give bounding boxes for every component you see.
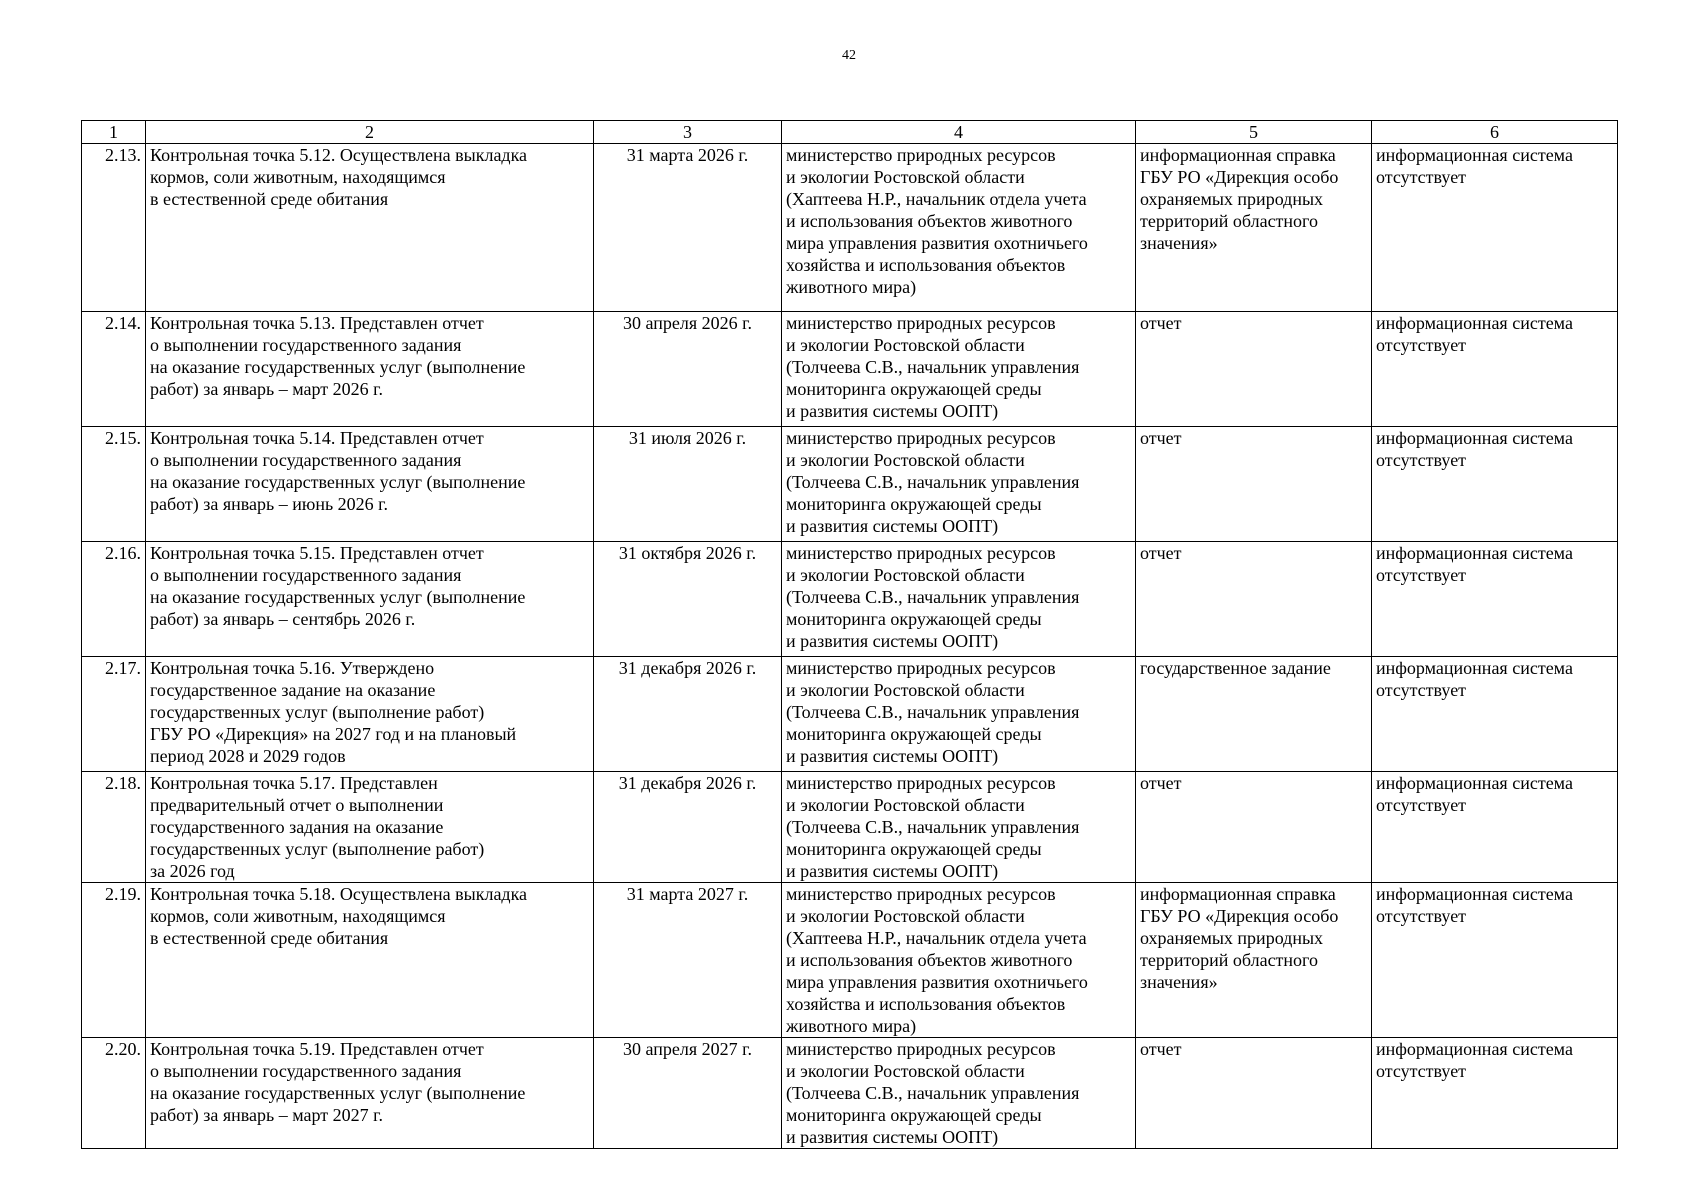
column-header: 2 [146, 121, 594, 144]
control-points-table [81, 120, 1618, 1149]
responsible-cell: министерство природных ресурсов и экологии Ростовской области (Толчеева С.В., начальник управления мониторинга окружающей среды и развития системы ООПТ) [782, 1038, 1136, 1149]
event-cell: Контрольная точка 5.18. Осуществлена выкладка кормов, соли животным, находящимся в естественной среде обитания [146, 883, 594, 1038]
date-cell: 30 апреля 2026 г. [594, 312, 782, 427]
table-row [82, 883, 1618, 1038]
table-header-row [82, 121, 1618, 144]
event-cell: Контрольная точка 5.13. Представлен отчет о выполнении государственного задания на оказание государственных услуг (выполнение работ) за январь – март 2026 г. [146, 312, 594, 427]
column-header: 6 [1372, 121, 1618, 144]
event-cell: Контрольная точка 5.14. Представлен отчет о выполнении государственного задания на оказание государственных услуг (выполнение работ) за январь – июнь 2026 г. [146, 427, 594, 542]
date-cell: 31 марта 2026 г. [594, 144, 782, 312]
system-cell: информационная система отсутствует [1372, 883, 1618, 1038]
responsible-cell: министерство природных ресурсов и экологии Ростовской области (Толчеева С.В., начальник управления мониторинга окружающей среды и развития системы ООПТ) [782, 772, 1136, 883]
table-row [82, 144, 1618, 312]
table-row [82, 312, 1618, 427]
table-row [82, 772, 1618, 883]
row-number: 2.16. [82, 542, 146, 657]
responsible-cell: министерство природных ресурсов и экологии Ростовской области (Толчеева С.В., начальник управления мониторинга окружающей среды и развития системы ООПТ) [782, 312, 1136, 427]
document-cell: государственное задание [1136, 657, 1372, 772]
document-cell: отчет [1136, 772, 1372, 883]
date-cell: 31 марта 2027 г. [594, 883, 782, 1038]
date-cell: 30 апреля 2027 г. [594, 1038, 782, 1149]
document-cell: отчет [1136, 312, 1372, 427]
system-cell: информационная система отсутствует [1372, 427, 1618, 542]
system-cell: информационная система отсутствует [1372, 542, 1618, 657]
date-cell: 31 декабря 2026 г. [594, 657, 782, 772]
table-row [82, 427, 1618, 542]
document-cell: информационная справка ГБУ РО «Дирекция особо охраняемых природных территорий областного значения» [1136, 144, 1372, 312]
system-cell: информационная система отсутствует [1372, 144, 1618, 312]
column-header: 4 [782, 121, 1136, 144]
row-number: 2.15. [82, 427, 146, 542]
document-cell: информационная справка ГБУ РО «Дирекция особо охраняемых природных территорий областного значения» [1136, 883, 1372, 1038]
date-cell: 31 июля 2026 г. [594, 427, 782, 542]
date-cell: 31 декабря 2026 г. [594, 772, 782, 883]
document-cell: отчет [1136, 542, 1372, 657]
responsible-cell: министерство природных ресурсов и экологии Ростовской области (Толчеева С.В., начальник управления мониторинга окружающей среды и развития системы ООПТ) [782, 657, 1136, 772]
column-header: 5 [1136, 121, 1372, 144]
event-cell: Контрольная точка 5.12. Осуществлена выкладка кормов, соли животным, находящимся в естественной среде обитания [146, 144, 594, 312]
event-cell: Контрольная точка 5.19. Представлен отчет о выполнении государственного задания на оказание государственных услуг (выполнение работ) за январь – март 2027 г. [146, 1038, 594, 1149]
system-cell: информационная система отсутствует [1372, 1038, 1618, 1149]
row-number: 2.19. [82, 883, 146, 1038]
responsible-cell: министерство природных ресурсов и экологии Ростовской области (Хаптеева Н.Р., начальник отдела учета и использования объектов животного мира управления развития охотничьего хозяйства и использования объектов животного мира) [782, 883, 1136, 1038]
system-cell: информационная система отсутствует [1372, 772, 1618, 883]
row-number: 2.17. [82, 657, 146, 772]
page-number: 42 [842, 48, 856, 63]
event-cell: Контрольная точка 5.15. Представлен отчет о выполнении государственного задания на оказание государственных услуг (выполнение работ) за январь – сентябрь 2026 г. [146, 542, 594, 657]
event-cell: Контрольная точка 5.17. Представлен предварительный отчет о выполнении государственного задания на оказание государственных услуг (выполнение работ) за 2026 год [146, 772, 594, 883]
event-cell: Контрольная точка 5.16. Утверждено государственное задание на оказание государственных услуг (выполнение работ) ГБУ РО «Дирекция» на 2027 год и на плановый период 2028 и 2029 годов [146, 657, 594, 772]
responsible-cell: министерство природных ресурсов и экологии Ростовской области (Хаптеева Н.Р., начальник отдела учета и использования объектов животного мира управления развития охотничьего хозяйства и использования объектов животного мира) [782, 144, 1136, 312]
row-number: 2.13. [82, 144, 146, 312]
system-cell: информационная система отсутствует [1372, 312, 1618, 427]
date-cell: 31 октября 2026 г. [594, 542, 782, 657]
column-header: 1 [82, 121, 146, 144]
row-number: 2.14. [82, 312, 146, 427]
column-header: 3 [594, 121, 782, 144]
document-cell: отчет [1136, 427, 1372, 542]
responsible-cell: министерство природных ресурсов и экологии Ростовской области (Толчеева С.В., начальник управления мониторинга окружающей среды и развития системы ООПТ) [782, 427, 1136, 542]
responsible-cell: министерство природных ресурсов и экологии Ростовской области (Толчеева С.В., начальник управления мониторинга окружающей среды и развития системы ООПТ) [782, 542, 1136, 657]
table-row [82, 542, 1618, 657]
row-number: 2.18. [82, 772, 146, 883]
system-cell: информационная система отсутствует [1372, 657, 1618, 772]
document-cell: отчет [1136, 1038, 1372, 1149]
row-number: 2.20. [82, 1038, 146, 1149]
table-row [82, 657, 1618, 772]
table-row [82, 1038, 1618, 1149]
